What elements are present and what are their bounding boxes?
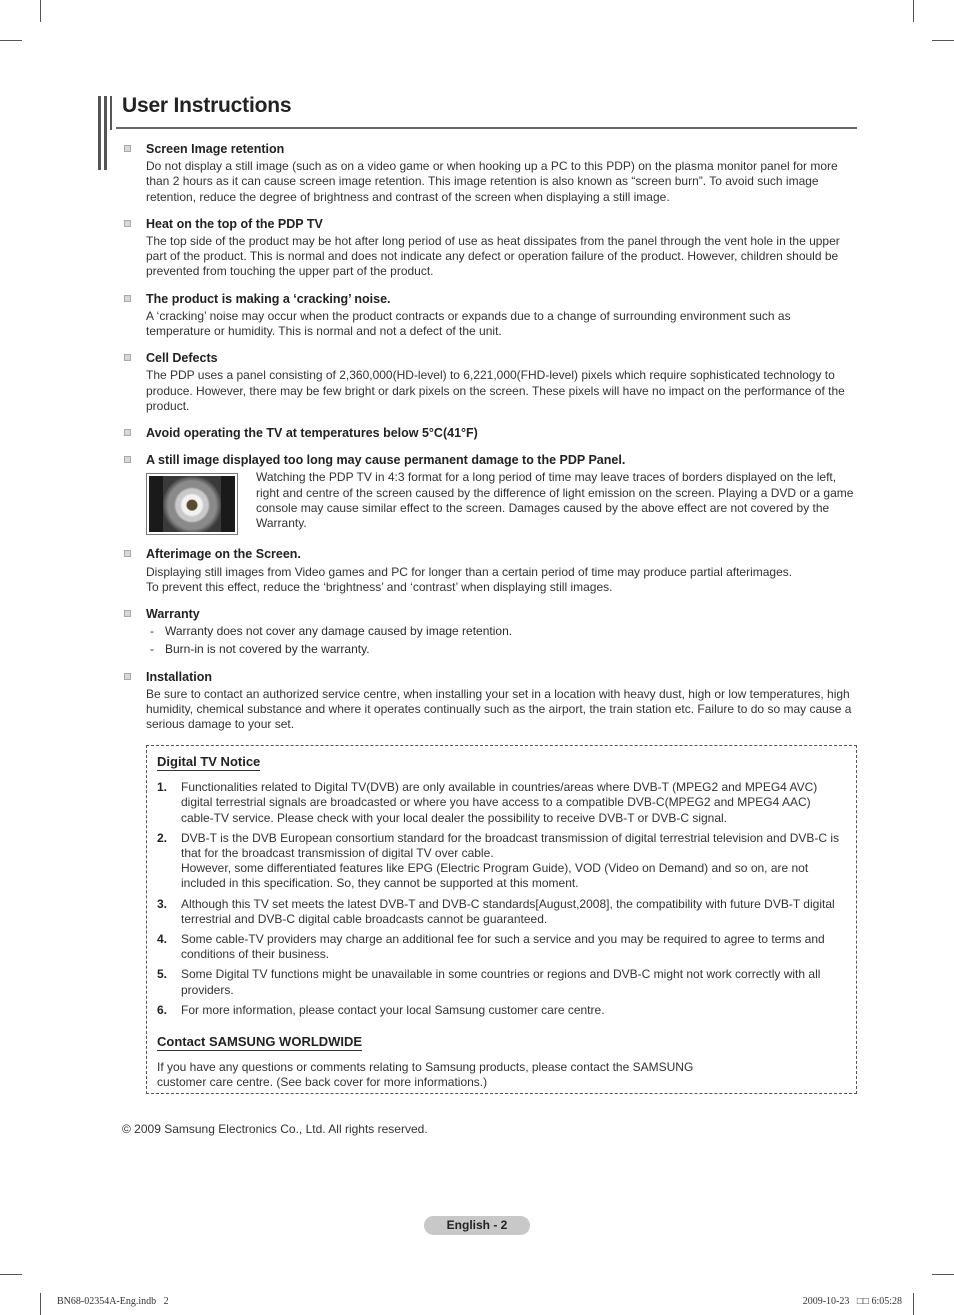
crop-mark <box>913 1293 914 1315</box>
list-item-text: Warranty does not cover any damage caused by image retention. <box>165 624 513 639</box>
section-title: Heat on the top of the PDP TV <box>146 216 323 231</box>
section-cell-defects <box>122 351 858 414</box>
item-text: Functionalities related to Digital TV(DVB) are only available in countries/areas where DVB-T (MPEG2 and MPEG4 AVC) digital terrestrial signals are broadcasted or where you have access to a compatible DVB-C(MPEG2 and MPEG4 AAC) cable-TV service. Please check with your local dealer the possibility to receive DVB-T or DVB-C signal. <box>181 780 818 825</box>
instructions-content <box>122 142 858 744</box>
item-number: 5. <box>157 967 168 982</box>
section-title: Screen Image retention <box>146 142 285 156</box>
contact-body: If you have any questions or comments relating to Samsung products, please contact the SAMSUNG customer care centre. (See back cover for more informations.) <box>157 1060 694 1090</box>
notice-item <box>157 780 846 826</box>
section-title: Avoid operating the TV at temperatures below 5°C(41°F) <box>146 426 478 441</box>
item-number: 6. <box>157 1002 168 1017</box>
section-body: The top side of the product may be hot after long period of use as heat dissipates from the panel through the vent hole in the upper part of the product. This is normal and does not indicate any defect or operation failure of the product. However, children should be prevented from touching the upper part of the product. <box>146 234 840 279</box>
notice-item <box>157 831 846 892</box>
page-number-badge: English - 2 <box>424 1216 530 1235</box>
section-heat-top <box>122 217 858 280</box>
list-item <box>122 624 858 639</box>
tv-screen-image <box>146 473 238 535</box>
item-text-2: However, some differentiated features like EPG (Electric Program Guide), VOD (Video on Demand) and so on, are not included in this specification. So, they cannot be supported at this moment. <box>181 861 809 891</box>
dash-marker: - <box>150 642 154 657</box>
title-divider <box>116 127 857 129</box>
item-number: 2. <box>157 830 168 845</box>
print-timestamp: 2009-10-23 □□ 6:05:28 <box>802 1296 902 1307</box>
list-item-text: Burn-in is not covered by the warranty. <box>165 642 370 657</box>
section-body: A ‘cracking’ noise may occur when the product contracts or expands due to a change of surrounding environment such as temperature or humidity. This is normal and not a defect of the unit. <box>146 308 791 339</box>
crop-mark <box>40 0 41 22</box>
notice-item <box>157 897 846 927</box>
section-warranty <box>122 607 858 658</box>
still-image-row <box>146 470 858 535</box>
square-bullet-icon <box>124 354 131 361</box>
digital-tv-notice-box <box>146 745 857 1094</box>
crop-mark <box>40 1293 41 1315</box>
page-title: User Instructions <box>122 94 292 117</box>
section-title: Installation <box>146 669 212 684</box>
section-body: Displaying still images from Video games and PC for longer than a certain period of time may produce partial afterimages. <box>146 564 793 579</box>
dash-marker: - <box>150 624 154 639</box>
section-title: Cell Defects <box>146 351 218 366</box>
section-screen-image-retention <box>122 142 858 205</box>
item-number: 3. <box>157 896 168 911</box>
section-body-2: To prevent this effect, reduce the ‘brightness’ and ‘contrast’ when displaying still images. <box>146 579 613 594</box>
crop-mark <box>932 40 954 41</box>
section-title: A still image displayed too long may cause permanent damage to the PDP Panel. <box>146 453 626 468</box>
section-title: Warranty <box>146 607 200 622</box>
square-bullet-icon <box>124 550 131 557</box>
section-body: Do not display a still image (such as on a video game or when hooking up a PC to this PDP) on the plasma monitor panel for more than 2 hours as it can cause screen image retention. This image retention is also known as “screen burn”. To avoid such image retention, reduce the degree of brightness and contrast of the screen when displaying a still image. <box>146 159 838 204</box>
item-text: For more information, please contact your local Samsung customer care centre. <box>181 1002 605 1017</box>
square-bullet-icon <box>124 456 131 463</box>
crop-mark <box>913 0 914 22</box>
copyright-text: © 2009 Samsung Electronics Co., Ltd. All rights reserved. <box>122 1122 428 1136</box>
section-body: Watching the PDP TV in 4:3 format for a long period of time may leave traces of borders displayed on the left, right and centre of the screen caused by the difference of light emission on the screen. Playing a DVD or a game console may cause similar effect to the screen. Damages caused by the above effect are not covered by the Warranty. <box>256 470 854 531</box>
item-text: Some Digital TV functions might be unavailable in some countries or regions and DVB-C might not work correctly with all providers. <box>181 967 821 997</box>
crop-mark <box>0 1274 22 1275</box>
square-bullet-icon <box>124 429 131 436</box>
section-body: Be sure to contact an authorized service centre, when installing your set in a location with heavy dust, high or low temperatures, high humidity, chemical substance and where it operates continually such as the airport, the train station etc. Failure to do so may cause a serious damage to your set. <box>146 686 852 732</box>
item-number: 1. <box>157 780 168 795</box>
section-cracking-noise <box>122 292 858 340</box>
section-afterimage <box>122 547 858 595</box>
square-bullet-icon <box>124 673 131 680</box>
item-text: Some cable-TV providers may charge an additional fee for such a service and you may be required to agree to terms and conditions of their business. <box>181 932 825 962</box>
square-bullet-icon <box>124 220 131 227</box>
item-text: Although this TV set meets the latest DVB-T and DVB-C standards[August,2008], the compatibility with future DVB-T digital terrestrial and DVB-C digital cable broadcasts cannot be guaranteed. <box>181 896 835 926</box>
flower-picture <box>149 476 235 532</box>
crop-mark <box>932 1274 954 1275</box>
square-bullet-icon <box>124 145 131 152</box>
section-body: The PDP uses a panel consisting of 2,360,000(HD-level) to 6,221,000(FHD-level) pixels which require sophisticated technology to produce. However, there may be few bright or dark pixels on the screen. These pixels will have no impact on the performance of the product. <box>146 368 845 413</box>
square-bullet-icon <box>124 295 131 302</box>
notice-item <box>157 967 846 997</box>
list-item <box>122 642 858 657</box>
section-temperature <box>122 426 858 441</box>
square-bullet-icon <box>124 610 131 617</box>
print-file-name: BN68-02354A-Eng.indb 2 <box>57 1296 169 1307</box>
notice-item <box>157 1003 846 1018</box>
notice-title: Digital TV Notice <box>157 754 260 771</box>
section-title: The product is making a ‘cracking’ noise. <box>146 291 391 306</box>
notice-item <box>157 932 846 962</box>
section-installation <box>122 670 858 733</box>
section-still-image <box>122 453 858 535</box>
item-text: DVB-T is the DVB European consortium standard for the broadcast transmission of digital terrestrial television and DVB-C is that for the broadcast transmission of digital TV over cable. <box>181 830 840 861</box>
crop-mark <box>0 40 22 41</box>
contact-title: Contact SAMSUNG WORLDWIDE <box>157 1034 362 1051</box>
section-title: Afterimage on the Screen. <box>146 547 301 562</box>
item-number: 4. <box>157 932 168 947</box>
